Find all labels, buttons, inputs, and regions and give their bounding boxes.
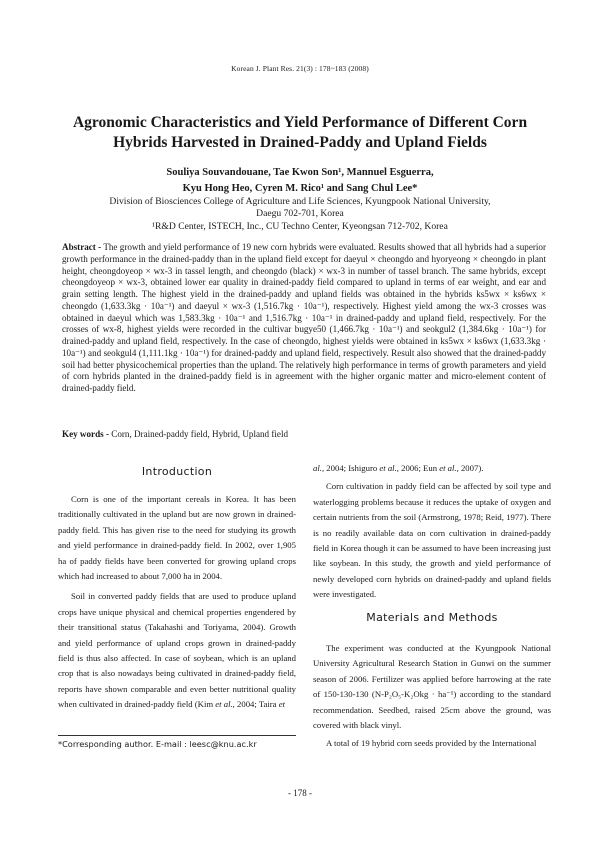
intro-paragraph-1: Corn is one of the important cereals in Korea. It has been traditionally cultivated in the upland but are now grown in drained-paddy field. This has given rise to the need for studying its growth and yield performance in drained-paddy field. In 2002, over 1,905 ha of paddy fields have been converted for growing upland crops which had increased to about 7,000 ha in 2004. — [58, 494, 296, 582]
abstract — [62, 242, 546, 395]
methods-body — [313, 641, 551, 752]
intro-p2-text-c: , 2004; Ishiguro — [321, 463, 380, 473]
intro-p2-etal-4: et al. — [439, 463, 457, 473]
affiliation-line-2: Daegu 702-701, Korea — [256, 208, 344, 220]
intro-paragraph-2 — [58, 589, 296, 712]
methods-paragraph-2: A total of 19 hybrid corn seeds provided by the International — [326, 738, 537, 749]
abstract-text: The growth and yield performance of 19 new corn hybrids were evaluated. Results showed that all hybrids had a superior growth performance in the drained-paddy than in the upland field except for daeyul × cheongdo and hyoryeong × cheongdo in plant height, cheongdoyeop × wx-3 in tassel length, and cheongdo (black) × wx-3 in number of tassel branch. The same hybrids, except cheongdoyeop × wx-3, obtained lower ear quality in drained-paddy field compared to upland in terms of ear weight, and ear and grain setting length. The highest yield in the drained-paddy and upland fields was obtained in the hybrids ks5wx × ks6wx × cheongdo (1,633.3kg · 10a⁻¹) and daeyul × wx-3 (1,516.7kg · 10a⁻¹), respectively. Highest yield among the wx-3 crosses was obtained in daeyul which was 1,583.3kg · 10a⁻¹ and 1,516.7kg · 10a⁻¹ in drained-paddy and upland field, respectively. For the crosses of wx-8, highest yields were recorded in the cultivar bugye50 (1,466.7kg · 10a⁻¹) and seokgul2 (1,384.6kg · 10a⁻¹) for drained-paddy and upland field, respectively. In the case of cheongdo, highest yields were obtained in ks5wx × ks6wx (1,633.3kg · 10a⁻¹) and seokgul4 (1,111.1kg · 10a⁻¹) for drained-paddy and upland field, respectively. Result also showed that the drained-paddy soil had better physicochemical properties than the upland. The relatively high performance in terms of growth parameters and yield of corn hybrids planted in the drained-paddy field is in agreement with the higher organic matter and micro-element content of drained-paddy field. — [62, 242, 546, 393]
journal-citation: Korean J. Plant Res. 21(3) : 178~183 (2008) — [231, 64, 369, 73]
keywords-label: Key words - — [62, 429, 109, 439]
intro-p2-etal-2b: al. — [313, 463, 322, 473]
intro-p2-etal-2: et — [278, 699, 285, 710]
author-list — [40, 165, 560, 197]
abstract-label: Abstract - — [62, 242, 102, 252]
page-number: - 178 - — [288, 788, 312, 798]
intro-paragraph-3: Corn cultivation in paddy field can be affected by soil type and waterlogging problems because it reduces the uptake of oxygen and certain nutrients from the soil (Armstrong, 1978; Reid, 1977). There is no readily available data on corn cultivation in drained-paddy field in Korea though it can be assumed to have been increasing just like soybean. In this study, the growth and yield performance of newly developed corn hybrids on drained-paddy and upland fields were investigated. — [313, 481, 551, 600]
title-line-2: Hybrids Harvested in Drained-Paddy and Upland Fields — [113, 134, 487, 151]
methods-paragraph-1: The experiment was conducted at the Kyungpook National University Agricultural Research Station in Gunwi on the summer season of 2006. Fertilizer was applied before harrowing at the rate of 150-130-130 (N-P₂O₅-K₂Okg · ha⁻¹) according to the standard recommendation. Seedbed, raised 25cm above the ground, was covered with black vinyl. — [313, 643, 551, 731]
footnote-divider — [58, 735, 296, 736]
authors-line-1: Souliya Souvandouane, Tae Kwon Son¹, Mannuel Esguerra, — [166, 167, 434, 178]
affiliation-line-3: ¹R&D Center, ISTECH, Inc., CU Techno Center, Kyeongsan 712-702, Korea — [152, 220, 448, 232]
introduction-heading: Introduction — [141, 465, 213, 478]
left-column — [58, 492, 296, 713]
intro-paragraph-2-continued — [313, 461, 551, 476]
title-line-1: Agronomic Characteristics and Yield Performance of Different Corn — [72, 114, 528, 131]
intro-p2-text-e: , 2007). — [456, 463, 484, 473]
intro-p2-etal-1: et al. — [215, 699, 233, 710]
keywords-text: Corn, Drained-paddy field, Hybrid, Upland field — [108, 429, 289, 439]
paper-title — [40, 113, 560, 153]
methods-heading: Materials and Methods — [366, 611, 498, 624]
keywords — [62, 428, 546, 440]
intro-p2-etal-3: et al. — [379, 463, 397, 473]
intro-p2-text-b: , 2004; Taira — [232, 699, 279, 710]
affiliation-line-1: Division of Biosciences College of Agriculture and Life Sciences, Kyungpook National University, — [109, 196, 491, 207]
intro-p2-text-a: Soil in converted paddy fields that are used to produce upland crops have unique physical and chemical properties engendered by their transitional status (Takahashi and Toriyama, 2004). Growth and yield performance of upland crops grown in drained-paddy field is thus also affected. In case of soybean, which is an upland crop that is also nowadays being cultivated in drained-paddy field, reports have shown comparable and even better nutritional quality when cultivated in drained-paddy field (Kim — [58, 591, 296, 710]
authors-line-2: Kyu Hong Heo, Cyren M. Rico¹ and Sang Chul Lee* — [182, 183, 418, 194]
corresponding-author-footnote: *Corresponding author. E-mail : leesc@knu.ac.kr — [58, 739, 257, 749]
intro-p2-text-d: , 2006; Eun — [396, 463, 440, 473]
right-column — [313, 461, 551, 603]
affiliations — [40, 196, 560, 233]
